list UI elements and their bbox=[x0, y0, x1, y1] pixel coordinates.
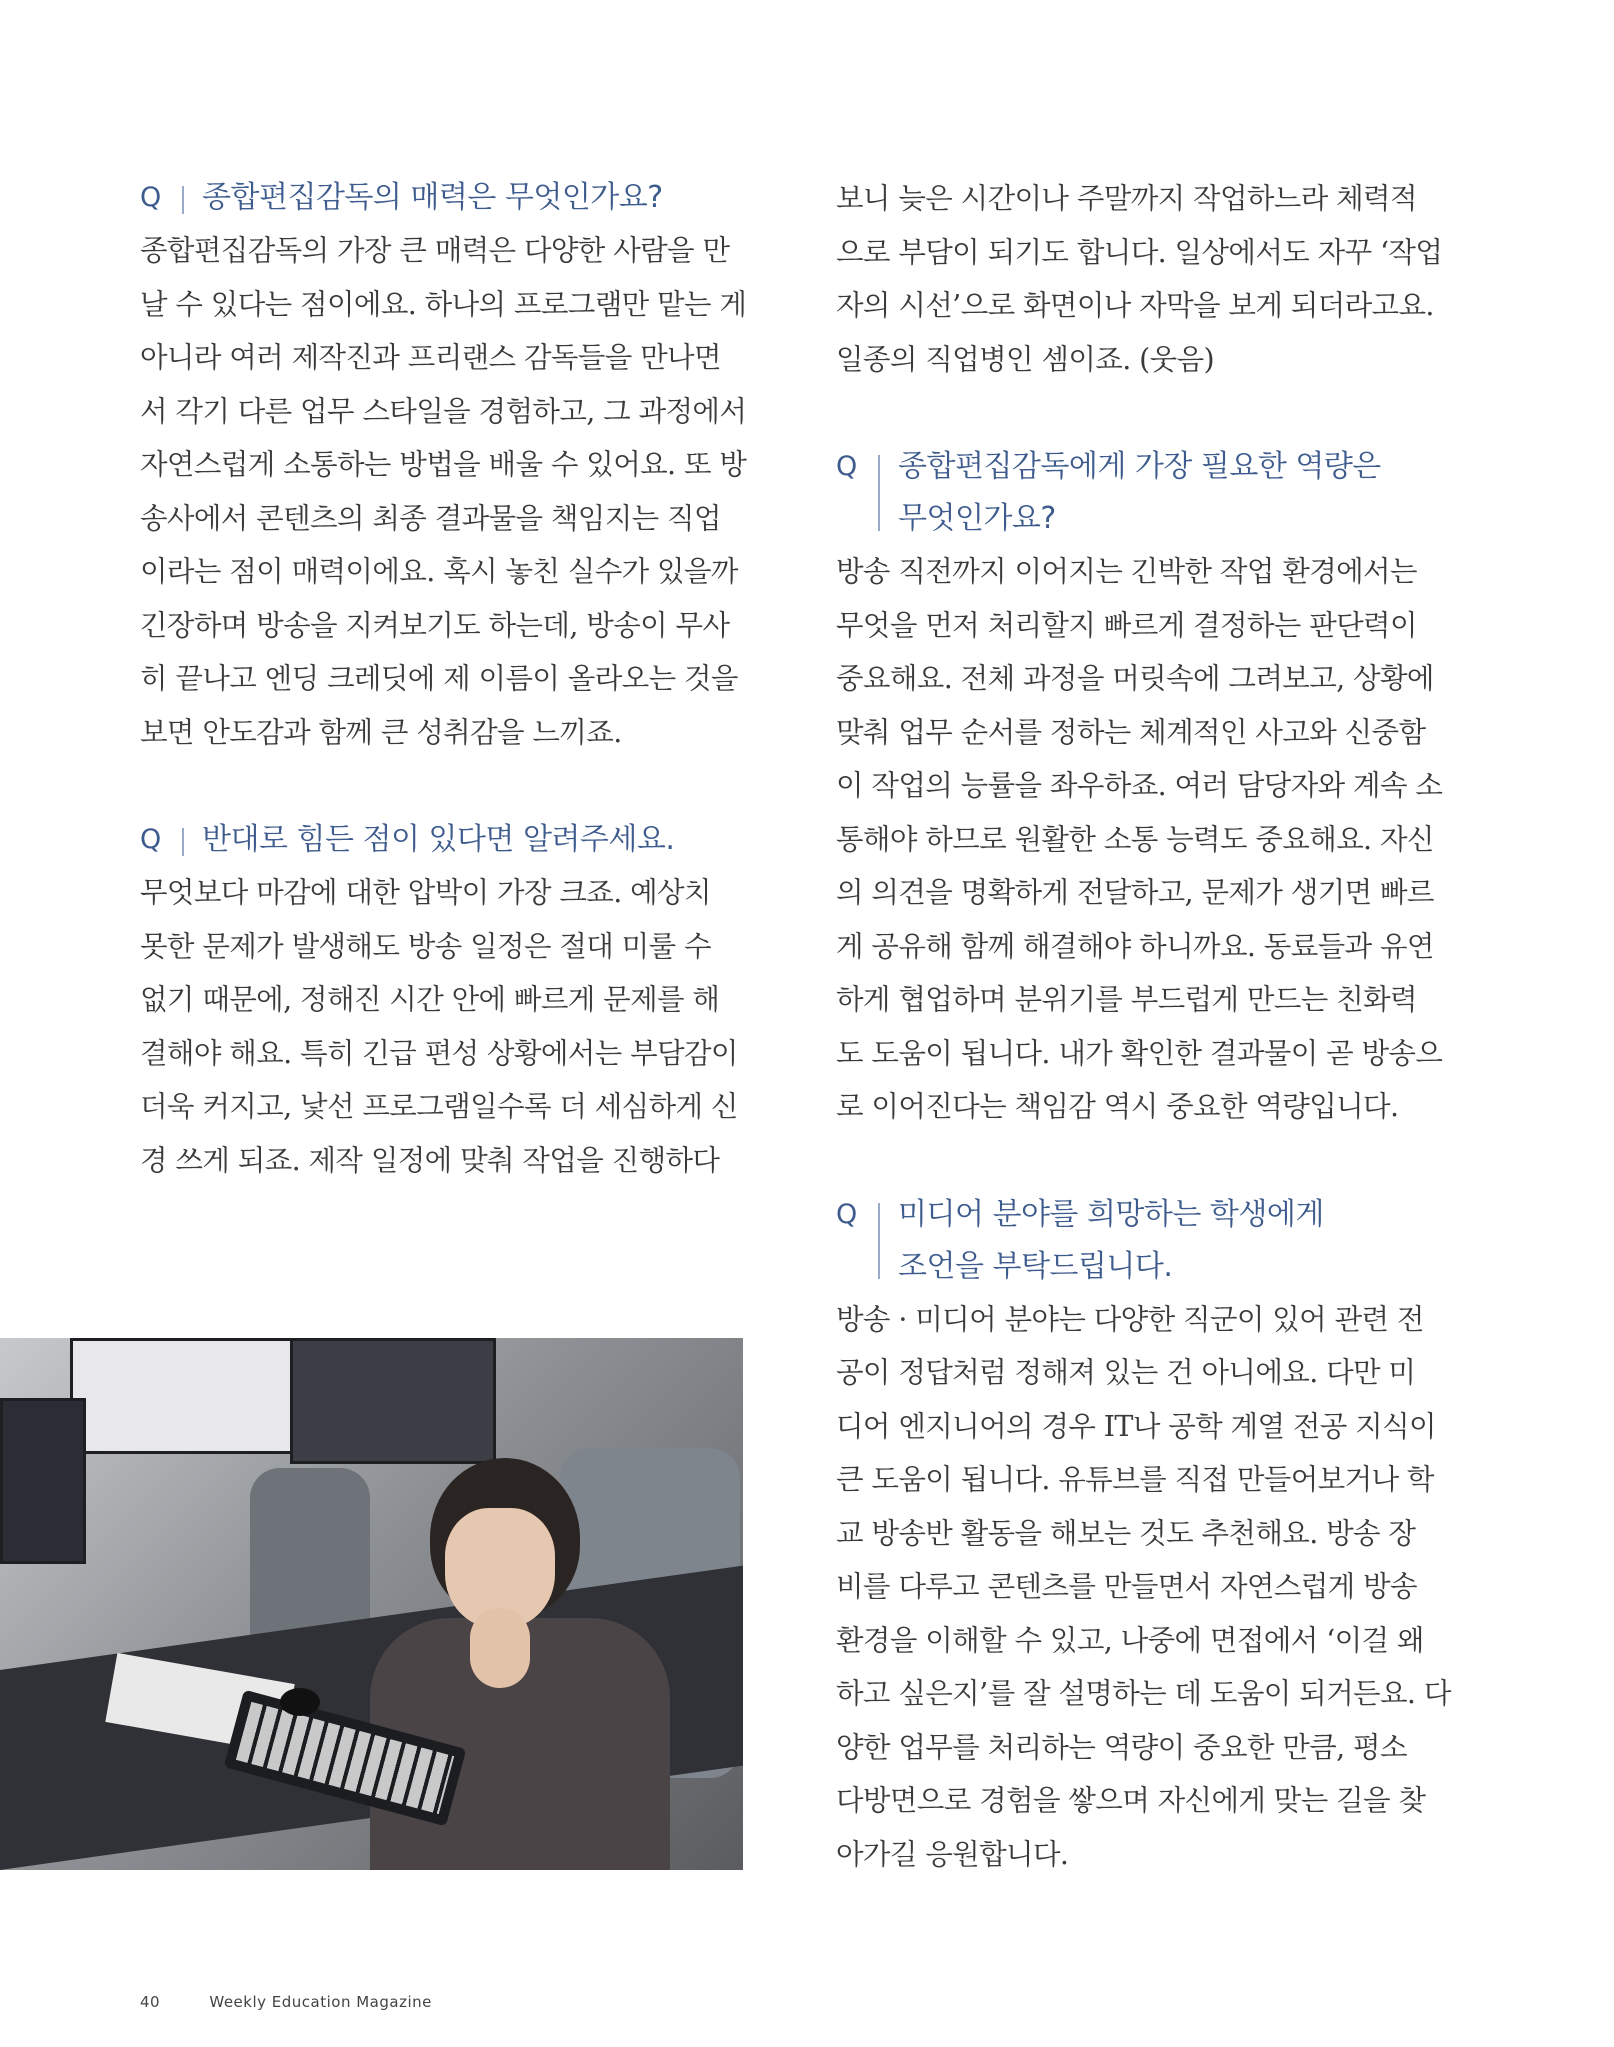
text-line: 무엇보다 마감에 대한 압박이 가장 크죠. 예상치 bbox=[140, 876, 711, 909]
text-line: 자연스럽게 소통하는 방법을 배울 수 있어요. 또 방 bbox=[140, 448, 747, 481]
text-line: 종합편집감독의 가장 큰 매력은 다양한 사람을 만 bbox=[140, 234, 730, 267]
text-line: 의 의견을 명확하게 전달하고, 문제가 생기면 빠르 bbox=[836, 876, 1434, 909]
q-divider bbox=[878, 455, 880, 531]
text-line: 게 공유해 함께 해결해야 하니까요. 동료들과 유연 bbox=[836, 929, 1434, 963]
answer-paragraph bbox=[836, 545, 1443, 1134]
page-footer bbox=[140, 1993, 432, 2011]
text-line: 자의 시선’으로 화면이나 자막을 보게 되더라고요. bbox=[836, 289, 1434, 322]
text-line: 하고 싶은지’를 잘 설명하는 데 도움이 되거든요. 다 bbox=[836, 1677, 1451, 1710]
answer-paragraph bbox=[836, 1293, 1451, 1882]
text-line: 무엇을 먼저 처리할지 빠르게 결정하는 판단력이 bbox=[836, 608, 1417, 642]
text-line: 이 작업의 능률을 좌우하죠. 여러 담당자와 계속 소 bbox=[836, 769, 1443, 802]
text-line: 결해야 해요. 특히 긴급 편성 상황에서는 부담감이 bbox=[140, 1036, 738, 1070]
question-heading bbox=[836, 1189, 1436, 1293]
question-heading bbox=[140, 172, 740, 224]
computer-mouse bbox=[280, 1688, 320, 1716]
question-heading bbox=[140, 814, 740, 866]
text-line: 디어 엔지니어의 경우 IT나 공학 계열 전공 지식이 bbox=[836, 1409, 1436, 1443]
text-line: 방송 직전까지 이어지는 긴박한 작업 환경에서는 bbox=[836, 555, 1417, 588]
text-line: 큰 도움이 됩니다. 유튜브를 직접 만들어보거나 학 bbox=[836, 1463, 1434, 1496]
text-line: 방송 · 미디어 분야는 다양한 직군이 있어 관련 전 bbox=[836, 1302, 1424, 1336]
text-line: 없기 때문에, 정해진 시간 안에 빠르게 문제를 해 bbox=[140, 983, 720, 1016]
question-heading bbox=[836, 441, 1436, 545]
monitor bbox=[290, 1338, 496, 1464]
right-column bbox=[836, 172, 1451, 1881]
text-line: 맞춰 업무 순서를 정하는 체계적인 사고와 신중함 bbox=[836, 715, 1426, 749]
text-line: 으로 부담이 되기도 합니다. 일상에서도 자꾸 ‘작업 bbox=[836, 235, 1443, 269]
monitor bbox=[70, 1338, 296, 1454]
text-line: 아니라 여러 제작진과 프리랜스 감독들을 만나면 bbox=[140, 341, 721, 374]
text-line: 환경을 이해할 수 있고, 나중에 면접에서 ‘이걸 왜 bbox=[836, 1623, 1424, 1657]
text-line: 더욱 커지고, 낯선 프로그램일수록 더 세심하게 신 bbox=[140, 1090, 738, 1123]
text-line: 날 수 있다는 점이에요. 하나의 프로그램만 맡는 게 bbox=[140, 287, 747, 321]
q-mark: Q bbox=[836, 1198, 858, 1230]
text-line: 하게 협업하며 분위기를 부드럽게 만드는 친화력 bbox=[836, 983, 1417, 1016]
text-line: 아가길 응원합니다. bbox=[836, 1837, 1069, 1871]
question-text: 종합편집감독에게 가장 필요한 역량은 무엇인가요? bbox=[898, 449, 1381, 536]
question-text: 반대로 힘든 점이 있다면 알려주세요. bbox=[202, 822, 675, 857]
text-line: 경 쓰게 되죠. 제작 일정에 맞춰 작업을 진행하다 bbox=[140, 1143, 720, 1177]
text-line: 중요해요. 전체 과정을 머릿속에 그려보고, 상황에 bbox=[836, 662, 1434, 695]
text-line: 양한 업무를 처리하는 역량이 중요한 만큼, 평소 bbox=[836, 1730, 1407, 1764]
q-mark: Q bbox=[140, 182, 162, 213]
text-line: 다방면으로 경험을 쌓으며 자신에게 맞는 길을 찾 bbox=[836, 1784, 1426, 1817]
editing-room-photo bbox=[0, 1338, 743, 1870]
text-line: 히 끝나고 엔딩 크레딧에 제 이름이 올라오는 것을 bbox=[140, 662, 738, 695]
text-line: 공이 정답처럼 정해져 있는 건 아니에요. 다만 미 bbox=[836, 1356, 1416, 1389]
answer-paragraph bbox=[140, 224, 747, 759]
text-line: 송사에서 콘텐츠의 최종 결과물을 책임지는 직업 bbox=[140, 501, 721, 535]
text-line: 교 방송반 활동을 해보는 것도 추천해요. 방송 장 bbox=[836, 1516, 1416, 1550]
text-line: 긴장하며 방송을 지켜보기도 하는데, 방송이 무사 bbox=[140, 608, 730, 642]
text-line: 일종의 직업병인 셈이죠. (웃음) bbox=[836, 342, 1215, 376]
text-line: 보니 늦은 시간이나 주말까지 작업하느라 체력적 bbox=[836, 182, 1417, 215]
text-line: 이라는 점이 매력이에요. 혹시 놓친 실수가 있을까 bbox=[140, 555, 738, 588]
text-line: 보면 안도감과 함께 큰 성취감을 느끼죠. bbox=[140, 715, 622, 749]
question-text: 종합편집감독의 매력은 무엇인가요? bbox=[202, 180, 663, 215]
person-hand bbox=[470, 1608, 530, 1688]
q-divider bbox=[182, 828, 184, 856]
left-column bbox=[140, 172, 747, 1187]
text-line: 비를 다루고 콘텐츠를 만들면서 자연스럽게 방송 bbox=[836, 1570, 1417, 1603]
magazine-name: Weekly Education Magazine bbox=[209, 1993, 432, 2011]
page-number: 40 bbox=[140, 1993, 161, 2011]
q-mark: Q bbox=[140, 824, 162, 855]
text-line: 못한 문제가 발생해도 방송 일정은 절대 미룰 수 bbox=[140, 929, 711, 963]
monitor bbox=[0, 1398, 86, 1564]
text-line: 통해야 하므로 원활한 소통 능력도 중요해요. 자신 bbox=[836, 822, 1434, 856]
text-line: 서 각기 다른 업무 스타일을 경험하고, 그 과정에서 bbox=[140, 394, 747, 428]
q-divider bbox=[182, 186, 184, 214]
question-text: 미디어 분야를 희망하는 학생에게 조언을 부탁드립니다. bbox=[898, 1196, 1324, 1284]
q-divider bbox=[878, 1203, 880, 1279]
q-mark: Q bbox=[836, 451, 858, 482]
answer-paragraph bbox=[140, 866, 740, 1187]
answer-paragraph bbox=[836, 172, 1443, 386]
text-line: 로 이어진다는 책임감 역시 중요한 역량입니다. bbox=[836, 1090, 1399, 1123]
text-line: 도 도움이 됩니다. 내가 확인한 결과물이 곧 방송으 bbox=[836, 1036, 1443, 1070]
